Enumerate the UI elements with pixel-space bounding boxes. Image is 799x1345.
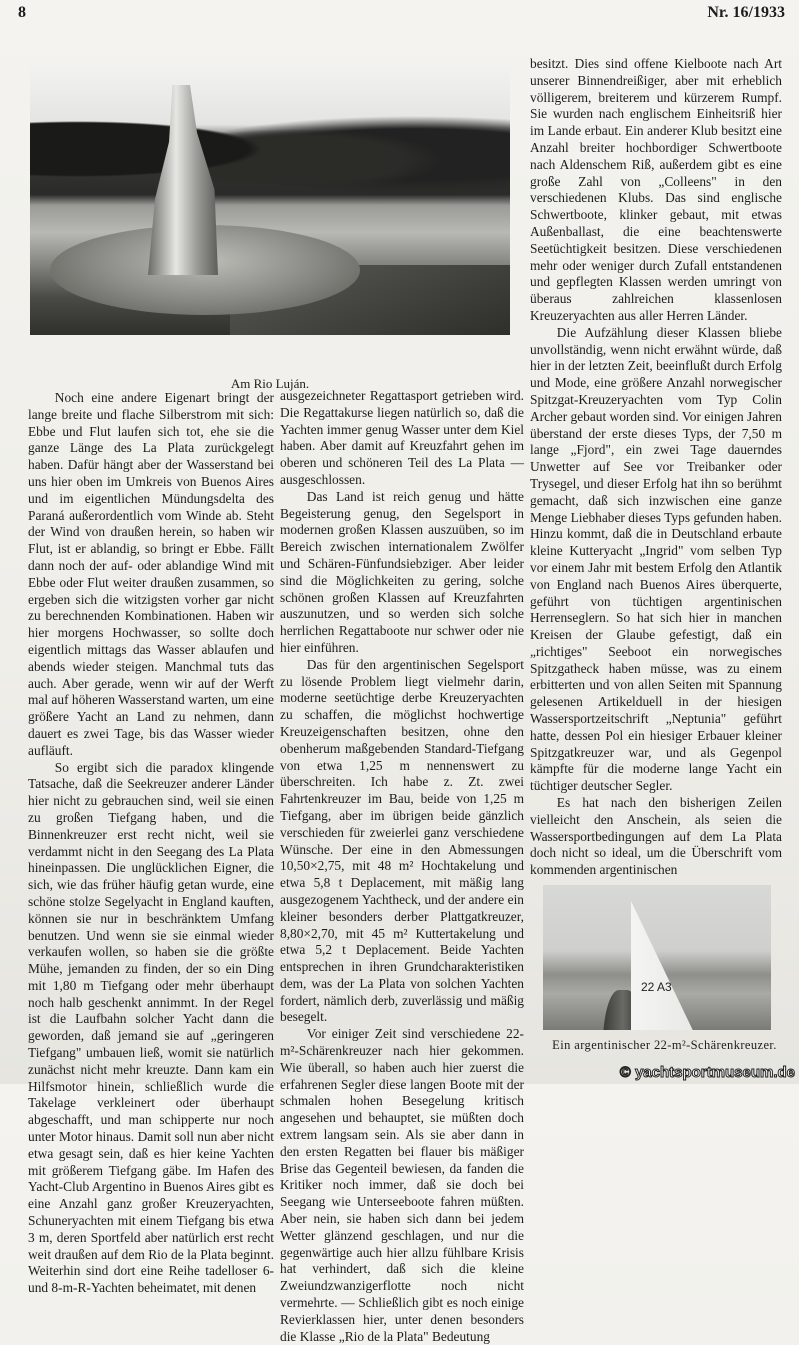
paragraph: Noch eine andere Eigenart bringt der lange breite und flache Silberstrom mit sich: Ebbe und Flut laufen sich tot, ehe sie die ganze Länge des La Plata zurückgelegt haben. Dafür hängt aber der Wasserstand bei uns hier oben im Umkreis von Buenos Aires und im eigentlichen Mündungsdelta des Paraná außerordentlich vom Winde ab. Steht der Wind von draußen herein, so haben wir Flut, ist er ablandig, so bringt er Ebbe. Fällt dann noch der auf- oder ablandige Wind mit Ebbe oder Flut weiter draußen zusammen, so ergeben sich die witzigsten vorher gar nicht zu berechnenden Kombinationen. Haben wir hier morgens Hochwasser, so sollte doch eigentlich mittags das Wasser ablaufen und abends wieder steigen. Manchmal tuts das auch. Aber gerade, wenn wir auf der Werft mal auf höheren Wasserstand warten, um eine größere Yacht an Land zu nehmen, dann dauert es zwei Tage, bis das Wasser wieder aufläuft. [28,390,274,758]
page-number: 8 [18,4,26,21]
photo-rio-lujan [30,65,510,335]
issue-number: Nr. 16/1933 [707,4,785,21]
text-column-3 [530,56,782,879]
photo-schaerenkreuzer [543,885,771,1030]
paragraph: Die Aufzählung dieser Klassen bliebe unvollständig, wenn nicht erwähnt würde, daß hier in der letzten Zeit, beeinflußt durch Erfolg und Mode, eine größere Anzahl norwegischer Spitzgat-Kreuzeryachten vom Typ Colin Archer gebaut worden sind. Vor einigen Jahren überstand der erste dieses Typs, der 7,50 m lange „Fjord", ein zwei Tage dauerndes Unwetter auf See vor Treibanker oder Trysegel, und dieser Erfolg hat ihn so berühmt gemacht, daß sich inzwischen eine ganze Menge Liebhaber dieses Typs gefunden haben. Hinzu kommt, daß die in Deutschland erbaute kleine Kutteryacht „Ingrid" vom selben Typ vor einem Jahr mit bestem Erfolg den Atlantik von England nach Buenos Aires überquerte, geführt von tüchtigen argentinischen Herrenseglern. So hat sich hier in manchen Kreisen der Glaube gefestigt, daß ein „richtiges" Seeboot ein norwegisches Spitzgatheck haben müsse, was zu einem erbitterten und von allen Seiten mit Spannung gelesenen Artikelduell in der hiesigen Wassersportzeitschrift „Neptunia" geführt hatte, dessen Pol ein hiesiger Erbauer kleiner Spitzgatkreuzer war, und als Gegenpol kämpfte für die moderne lange Yacht ein tüchtiger deutscher Segler. [530,324,782,794]
paragraph: Es hat nach den bisherigen Zeilen vielleicht den Anschein, als seien die Wassersportbedingungen auf dem La Plata doch nicht so ideal, um die Überschrift vom kommenden argentinischen [530,795,782,878]
paragraph: besitzt. Dies sind offene Kielboote nach Art unserer Binnendreißiger, aber mit erheblich völligerem, breiterem und kürzerem Rumpf. Sie wurden nach englischem Einheitsriß hier im Lande erbaut. Ein anderer Klub besitzt eine Anzahl breiter hochbordiger Schwertboote nach Aldenschem Riß, außerdem gibt es eine große Zahl von „Colleens" in den verschiedenen Klubs. Das sind englische Schwertboote, klinker gebaut, mit etwas Außenballast, die eine beachtenswerte Seetüchtigkeit besitzen. Diese verschiedenen mehr oder weniger durch Zufall entstandenen und gepflegten Klassen werden umringt von überaus zahlreichen klassenlosen Kreuzeryachten aus aller Herren Länder. [530,56,782,323]
watermark: © yachtsportmuseum.de [619,1064,795,1081]
text-column-2 [280,388,524,1345]
paragraph: ausgezeichneter Regattasport getrieben wird. Die Regattakurse liegen natürlich so, daß die Yachten immer genug Wasser unter dem Kiel haben. Aber damit auf Kreuzfahrt gehen im oberen und schöneren Teil des La Plata — ausgeschlossen. [280,388,524,487]
photo-caption-schaerenkreuzer: Ein argentinischer 22-m²-Schärenkreuzer. [552,1038,777,1052]
paragraph: Vor einiger Zeit sind verschiedene 22-m²-Schärenkreuzer nach hier gekommen. Wie überall, so haben auch hier zuerst die erfahrenen Segler diese langen Boote mit der schmalen hohen Besegelung kritisch angesehen und behauptet, sie müßten doch extrem langsam sein. Als sie aber dann in den ersten Regatten bei flauer bis mäßiger Brise das Gegenteil bewiesen, da fanden die Kritiker noch immer, daß sie doch bei Seegang wie Unterseeboote fahren müßten. Aber nein, sie haben sich dann bei jedem Wetter glänzend geschlagen, und nur die gegenwärtige auch hier allzu fühlbare Krisis hat verhindert, daß sich die kleine Zweiundzwanzigerflotte noch nicht vermehrte. — Schließlich gibt es noch einige Revierklassen hier, unter denen besonders die Klasse „Rio de la Plata" Bedeutung [280,1026,524,1344]
paragraph: Das für den argentinischen Segelsport zu lösende Problem liegt vielmehr darin, moderne seetüchtige derbe Kreuzeryachten zu schaffen, die möglichst hochwertige Kreuzeigenschaften besitzen, ohne den obenherum maßgebenden Standard-Tiefgang von etwa 1,25 m nennenswert zu überschreiten. Ich habe z. Zt. zwei Fahrtenkreuzer im Bau, beide von 1,25 m Tiefgang, aber im übrigen beide gänzlich verschieden für zweierlei ganz verschiedene Wünsche. Der eine in den Abmessungen 10,50×2,75, mit 48 m² Hochtakelung und etwa 5,8 t Deplacement, mit mäßig lang ausgezogenem Yachtheck, und der andere ein kleiner besonders derber Plattgatkreuzer, 8,80×2,70, mit 45 m² Kuttertakelung und etwa 5,2 t Deplacement. Beide Yachten entsprechen in ihren Grundcharakteristiken dem, was der La Plata von solchen Yachten fordert, nämlich derb, zuverlässig und mäßig besegelt. [280,656,524,1025]
sail-number: 22 A3 [641,980,672,994]
text-column-1 [28,390,274,1297]
photo-trees [30,105,510,215]
paragraph: Das Land ist reich genug und hätte Begeisterung genug, den Segelsport in modernen großen Klassen auszuüben, so im Bereich zwischen internationalem Zwölfer und Schären-Fünfundsiebziger. Aber leider sind die Möglichkeiten zu gering, solche schönen großen Klassen auf Kreuzfahrten auszunutzen, und so werden sich solche herrlichen Regattaboote nur schwer oder nie hier einführen. [280,488,524,655]
paragraph: So ergibt sich die paradox klingende Tatsache, daß die Seekreuzer anderer Länder hier nicht zu gebrauchen sind, weil sie einen zu großen Tiefgang haben, und die Binnenkreuzer erst recht nicht, weil sie verdammt nicht in den Seegang des La Plata hineinpassen. Die unglücklichen Eigner, die sich, wie das früher häufig getan wurde, eine schöne stolze Segelyacht in England kauften, können sie nur in beschränktem Umfang benutzen. Und wenn sie sie einmal wieder verkaufen wollen, so haben sie die größte Mühe, jemanden zu finden, der so ein Ding mit 1,80 m Tiefgang oder mehr überhaupt noch halb geschenkt annimmt. In der Regel ist die Laufbahn solcher Yacht dann die geworden, daß jemand sie auf „geringeren Tiefgang" umbauen ließ, womit sie natürlich zunächst nicht mehr kreuzte. Dann kam ein Hilfsmotor hinein, schließlich wurde die Takelage verkleinert oder überhaupt abgeschafft, und man schipperte nur noch unter Motor hinaus. Damit soll nun aber nicht etwa gesagt sein, daß es hier keine Yachten mit größerem Tiefgang gäbe. Im Hafen des Yacht-Club Argentino in Buenos Aires gibt es eine Anzahl ganz großer Kreuzeryachten, Schuneryachten mit einem Tiefgang bis etwa 3 m, deren Sportfeld aber natürlich erst recht weit draußen auf dem Rio de la Plata beginnt. Weiterhin sind dort eine Reihe tadelloser 6- und 8-m-R-Yachten beheimatet, mit denen [28,759,274,1296]
photo-sail [631,901,741,1030]
photo-caption-rio-lujan: Am Rio Luján. [230,376,310,391]
